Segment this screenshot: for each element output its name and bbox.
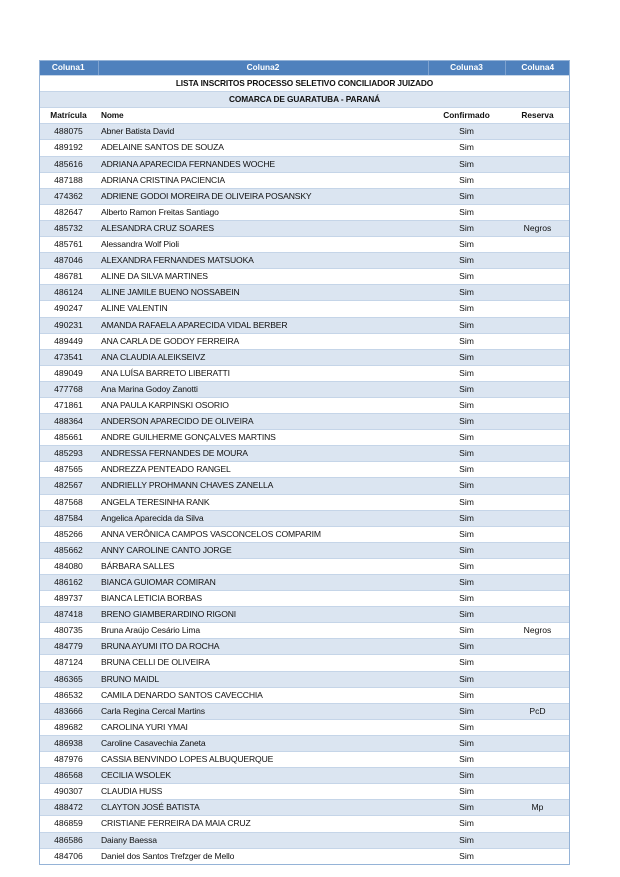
matricula-cell: 487976 <box>39 752 98 768</box>
nome-cell: CLAUDIA HUSS <box>98 784 428 800</box>
nome-cell: Ana Marina Godoy Zanotti <box>98 381 428 397</box>
matricula-cell: 485661 <box>39 430 98 446</box>
table-row[interactable] <box>39 848 570 864</box>
confirmado-cell: Sim <box>428 317 505 333</box>
matricula-cell: 486532 <box>39 687 98 703</box>
confirmado-cell: Sim <box>428 526 505 542</box>
nome-cell: Alberto Ramon Freitas Santiago <box>98 204 428 220</box>
table-row[interactable] <box>39 735 570 751</box>
table-row[interactable] <box>39 623 570 639</box>
nome-cell: CLAYTON JOSÉ BATISTA <box>98 800 428 816</box>
column-header-3[interactable]: Coluna3 <box>428 60 505 76</box>
table-row[interactable] <box>39 494 570 510</box>
label-confirmado: Confirmado <box>428 108 505 124</box>
nome-cell: Angelica Aparecida da Silva <box>98 510 428 526</box>
reserva-cell <box>505 542 570 558</box>
table-row[interactable] <box>39 575 570 591</box>
matricula-cell: 477768 <box>39 381 98 397</box>
nome-cell: BRUNA CELLI DE OLIVEIRA <box>98 655 428 671</box>
reserva-cell <box>505 639 570 655</box>
table-row[interactable] <box>39 381 570 397</box>
reserva-cell <box>505 655 570 671</box>
reserva-cell: Mp <box>505 800 570 816</box>
reserva-cell <box>505 816 570 832</box>
matricula-cell: 485266 <box>39 526 98 542</box>
confirmado-cell: Sim <box>428 478 505 494</box>
matricula-cell: 487565 <box>39 462 98 478</box>
reserva-cell <box>505 591 570 607</box>
table-row[interactable] <box>39 156 570 172</box>
table-row[interactable] <box>39 800 570 816</box>
label-nome: Nome <box>98 108 428 124</box>
nome-cell: Caroline Casavechia Zaneta <box>98 735 428 751</box>
reserva-cell <box>505 253 570 269</box>
table-row[interactable] <box>39 204 570 220</box>
nome-cell: ANDRE GUILHERME GONÇALVES MARTINS <box>98 430 428 446</box>
matricula-cell: 486938 <box>39 735 98 751</box>
table-row[interactable] <box>39 220 570 236</box>
nome-cell: ANA LUÍSA BARRETO LIBERATTI <box>98 365 428 381</box>
table-row[interactable] <box>39 510 570 526</box>
nome-cell: BRUNA AYUMI ITO DA ROCHA <box>98 639 428 655</box>
nome-cell: BRENO GIAMBERARDINO RIGONI <box>98 607 428 623</box>
matricula-cell: 486568 <box>39 768 98 784</box>
table-row[interactable] <box>39 639 570 655</box>
table-row[interactable] <box>39 816 570 832</box>
confirmado-cell: Sim <box>428 542 505 558</box>
nome-cell: CAMILA DENARDO SANTOS CAVECCHIA <box>98 687 428 703</box>
confirmado-cell: Sim <box>428 510 505 526</box>
reserva-cell <box>505 462 570 478</box>
nome-cell: CECILIA WSOLEK <box>98 768 428 784</box>
confirmado-cell: Sim <box>428 269 505 285</box>
matricula-cell: 486781 <box>39 269 98 285</box>
matricula-cell: 487418 <box>39 607 98 623</box>
confirmado-cell: Sim <box>428 220 505 236</box>
confirmado-cell: Sim <box>428 591 505 607</box>
matricula-cell: 485293 <box>39 446 98 462</box>
table-row[interactable] <box>39 333 570 349</box>
matricula-cell: 484706 <box>39 848 98 864</box>
table-row[interactable] <box>39 349 570 365</box>
table-row[interactable] <box>39 478 570 494</box>
table-row[interactable] <box>39 124 570 140</box>
table-row[interactable] <box>39 462 570 478</box>
matricula-cell: 489192 <box>39 140 98 156</box>
reserva-cell: Negros <box>505 623 570 639</box>
table-row[interactable] <box>39 768 570 784</box>
column-header-1[interactable]: Coluna1 <box>39 60 98 76</box>
confirmado-cell: Sim <box>428 414 505 430</box>
table-row[interactable] <box>39 172 570 188</box>
matricula-cell: 487124 <box>39 655 98 671</box>
table-row[interactable] <box>39 655 570 671</box>
reserva-cell <box>505 446 570 462</box>
column-header-4[interactable]: Coluna4 <box>505 60 570 76</box>
reserva-cell <box>505 237 570 253</box>
table-row[interactable] <box>39 558 570 574</box>
nome-cell: AMANDA RAFAELA APARECIDA VIDAL BERBER <box>98 317 428 333</box>
confirmado-cell: Sim <box>428 752 505 768</box>
table-row[interactable] <box>39 752 570 768</box>
table-row[interactable] <box>39 397 570 413</box>
reserva-cell <box>505 510 570 526</box>
matricula-cell: 488075 <box>39 124 98 140</box>
reserva-cell <box>505 752 570 768</box>
matricula-cell: 482567 <box>39 478 98 494</box>
matricula-cell: 489449 <box>39 333 98 349</box>
reserva-cell <box>505 735 570 751</box>
confirmado-cell: Sim <box>428 172 505 188</box>
reserva-cell <box>505 140 570 156</box>
confirmado-cell: Sim <box>428 365 505 381</box>
nome-cell: BÁRBARA SALLES <box>98 558 428 574</box>
confirmado-cell: Sim <box>428 333 505 349</box>
nome-cell: ADRIENE GODOI MOREIRA DE OLIVEIRA POSANSKY <box>98 188 428 204</box>
table-row[interactable] <box>39 784 570 800</box>
table-row[interactable] <box>39 607 570 623</box>
confirmado-cell: Sim <box>428 188 505 204</box>
matricula-cell: 485616 <box>39 156 98 172</box>
confirmado-cell: Sim <box>428 623 505 639</box>
nome-cell: CRISTIANE FERREIRA DA MAIA CRUZ <box>98 816 428 832</box>
table-row[interactable] <box>39 188 570 204</box>
confirmado-cell: Sim <box>428 430 505 446</box>
registrant-list-sheet <box>39 60 570 865</box>
table-header <box>39 60 570 76</box>
table-row[interactable] <box>39 719 570 735</box>
confirmado-cell: Sim <box>428 800 505 816</box>
nome-cell: ANGELA TERESINHA RANK <box>98 494 428 510</box>
matricula-cell: 474362 <box>39 188 98 204</box>
confirmado-cell: Sim <box>428 735 505 751</box>
registrant-table <box>39 60 570 865</box>
table-row[interactable] <box>39 414 570 430</box>
reserva-cell <box>505 204 570 220</box>
nome-cell: Abner Batista David <box>98 124 428 140</box>
nome-cell: ADRIANA CRISTINA PACIENCIA <box>98 172 428 188</box>
table-row[interactable] <box>39 285 570 301</box>
reserva-cell <box>505 494 570 510</box>
nome-cell: Daniel dos Santos Trefzger de Mello <box>98 848 428 864</box>
nome-cell: CASSIA BENVINDO LOPES ALBUQUERQUE <box>98 752 428 768</box>
nome-cell: ANDRESSA FERNANDES DE MOURA <box>98 446 428 462</box>
reserva-cell <box>505 575 570 591</box>
confirmado-cell: Sim <box>428 671 505 687</box>
nome-cell: Daiany Baessa <box>98 832 428 848</box>
matricula-cell: 486124 <box>39 285 98 301</box>
table-row[interactable] <box>39 140 570 156</box>
reserva-cell <box>505 124 570 140</box>
matricula-cell: 488364 <box>39 414 98 430</box>
table-row[interactable] <box>39 591 570 607</box>
confirmado-cell: Sim <box>428 832 505 848</box>
confirmado-cell: Sim <box>428 381 505 397</box>
nome-cell: ANDRIELLY PROHMANN CHAVES ZANELLA <box>98 478 428 494</box>
confirmado-cell: Sim <box>428 687 505 703</box>
confirmado-cell: Sim <box>428 204 505 220</box>
reserva-cell <box>505 768 570 784</box>
reserva-cell <box>505 269 570 285</box>
title-row-2 <box>39 92 570 108</box>
confirmado-cell: Sim <box>428 237 505 253</box>
label-reserva: Reserva <box>505 108 570 124</box>
table-row[interactable] <box>39 365 570 381</box>
matricula-cell: 489682 <box>39 719 98 735</box>
nome-cell: ANNY CAROLINE CANTO JORGE <box>98 542 428 558</box>
matricula-cell: 484080 <box>39 558 98 574</box>
reserva-cell <box>505 558 570 574</box>
confirmado-cell: Sim <box>428 607 505 623</box>
nome-cell: ANA CLAUDIA ALEIKSEIVZ <box>98 349 428 365</box>
confirmado-cell: Sim <box>428 397 505 413</box>
matricula-cell: 480735 <box>39 623 98 639</box>
reserva-cell <box>505 414 570 430</box>
table-row[interactable] <box>39 253 570 269</box>
matricula-cell: 487584 <box>39 510 98 526</box>
reserva-cell <box>505 784 570 800</box>
title-row-1 <box>39 76 570 92</box>
confirmado-cell: Sim <box>428 253 505 269</box>
matricula-cell: 486162 <box>39 575 98 591</box>
nome-cell: ANA CARLA DE GODOY FERREIRA <box>98 333 428 349</box>
nome-cell: Alessandra Wolf Pioli <box>98 237 428 253</box>
nome-cell: Bruna Araújo Cesário Lima <box>98 623 428 639</box>
confirmado-cell: Sim <box>428 719 505 735</box>
nome-cell: ALESANDRA CRUZ SOARES <box>98 220 428 236</box>
confirmado-cell: Sim <box>428 156 505 172</box>
reserva-cell: PcD <box>505 703 570 719</box>
table-row[interactable] <box>39 542 570 558</box>
confirmado-cell: Sim <box>428 655 505 671</box>
matricula-cell: 473541 <box>39 349 98 365</box>
matricula-cell: 489049 <box>39 365 98 381</box>
table-row[interactable] <box>39 526 570 542</box>
table-row[interactable] <box>39 269 570 285</box>
table-row[interactable] <box>39 671 570 687</box>
table-row[interactable] <box>39 430 570 446</box>
reserva-cell <box>505 397 570 413</box>
list-title: LISTA INSCRITOS PROCESSO SELETIVO CONCILIADOR JUIZADO <box>39 76 570 92</box>
table-body <box>39 76 570 865</box>
matricula-cell: 487188 <box>39 172 98 188</box>
nome-cell: ANDREZZA PENTEADO RANGEL <box>98 462 428 478</box>
reserva-cell <box>505 333 570 349</box>
reserva-cell <box>505 607 570 623</box>
confirmado-cell: Sim <box>428 558 505 574</box>
matricula-cell: 482647 <box>39 204 98 220</box>
reserva-cell <box>505 156 570 172</box>
confirmado-cell: Sim <box>428 784 505 800</box>
confirmado-cell: Sim <box>428 349 505 365</box>
matricula-cell: 488472 <box>39 800 98 816</box>
matricula-cell: 483666 <box>39 703 98 719</box>
column-header-2[interactable]: Coluna2 <box>98 60 428 76</box>
nome-cell: ADRIANA APARECIDA FERNANDES WOCHE <box>98 156 428 172</box>
confirmado-cell: Sim <box>428 124 505 140</box>
table-row[interactable] <box>39 301 570 317</box>
nome-cell: ALEXANDRA FERNANDES MATSUOKA <box>98 253 428 269</box>
reserva-cell <box>505 832 570 848</box>
confirmado-cell: Sim <box>428 285 505 301</box>
matricula-cell: 484779 <box>39 639 98 655</box>
nome-cell: ANNA VERÔNICA CAMPOS VASCONCELOS COMPARIM <box>98 526 428 542</box>
nome-cell: BIANCA LETICIA BORBAS <box>98 591 428 607</box>
table-row[interactable] <box>39 317 570 333</box>
nome-cell: CAROLINA YURI YMAI <box>98 719 428 735</box>
reserva-cell <box>505 172 570 188</box>
matricula-cell: 490307 <box>39 784 98 800</box>
reserva-cell <box>505 301 570 317</box>
reserva-cell <box>505 349 570 365</box>
reserva-cell <box>505 285 570 301</box>
nome-cell: ALINE VALENTIN <box>98 301 428 317</box>
matricula-cell: 487568 <box>39 494 98 510</box>
nome-cell: ANDERSON APARECIDO DE OLIVEIRA <box>98 414 428 430</box>
nome-cell: BRUNO MAIDL <box>98 671 428 687</box>
confirmado-cell: Sim <box>428 816 505 832</box>
nome-cell: ADELAINE SANTOS DE SOUZA <box>98 140 428 156</box>
table-row[interactable] <box>39 832 570 848</box>
matricula-cell: 486365 <box>39 671 98 687</box>
nome-cell: ANA PAULA KARPINSKI OSORIO <box>98 397 428 413</box>
matricula-cell: 485662 <box>39 542 98 558</box>
confirmado-cell: Sim <box>428 140 505 156</box>
table-row[interactable] <box>39 687 570 703</box>
matricula-cell: 485732 <box>39 220 98 236</box>
nome-cell: BIANCA GUIOMAR COMIRAN <box>98 575 428 591</box>
reserva-cell <box>505 687 570 703</box>
reserva-cell <box>505 719 570 735</box>
reserva-cell <box>505 848 570 864</box>
field-labels-row <box>39 108 570 124</box>
confirmado-cell: Sim <box>428 462 505 478</box>
matricula-cell: 486859 <box>39 816 98 832</box>
confirmado-cell: Sim <box>428 639 505 655</box>
reserva-cell <box>505 381 570 397</box>
matricula-cell: 485761 <box>39 237 98 253</box>
nome-cell: ALINE DA SILVA MARTINES <box>98 269 428 285</box>
confirmado-cell: Sim <box>428 848 505 864</box>
confirmado-cell: Sim <box>428 446 505 462</box>
reserva-cell <box>505 365 570 381</box>
table-row[interactable] <box>39 446 570 462</box>
reserva-cell <box>505 526 570 542</box>
confirmado-cell: Sim <box>428 575 505 591</box>
matricula-cell: 487046 <box>39 253 98 269</box>
confirmado-cell: Sim <box>428 494 505 510</box>
confirmado-cell: Sim <box>428 301 505 317</box>
reserva-cell <box>505 671 570 687</box>
label-matricula: Matrícula <box>39 108 98 124</box>
matricula-cell: 471861 <box>39 397 98 413</box>
nome-cell: Carla Regina Cercal Martins <box>98 703 428 719</box>
reserva-cell <box>505 430 570 446</box>
confirmado-cell: Sim <box>428 768 505 784</box>
list-subtitle: COMARCA DE GUARATUBA - PARANÁ <box>39 92 570 108</box>
table-row[interactable] <box>39 237 570 253</box>
matricula-cell: 486586 <box>39 832 98 848</box>
reserva-cell <box>505 478 570 494</box>
matricula-cell: 489737 <box>39 591 98 607</box>
reserva-cell <box>505 317 570 333</box>
matricula-cell: 490231 <box>39 317 98 333</box>
confirmado-cell: Sim <box>428 703 505 719</box>
nome-cell: ALINE JAMILE BUENO NOSSABEIN <box>98 285 428 301</box>
matricula-cell: 490247 <box>39 301 98 317</box>
reserva-cell <box>505 188 570 204</box>
reserva-cell: Negros <box>505 220 570 236</box>
table-row[interactable] <box>39 703 570 719</box>
